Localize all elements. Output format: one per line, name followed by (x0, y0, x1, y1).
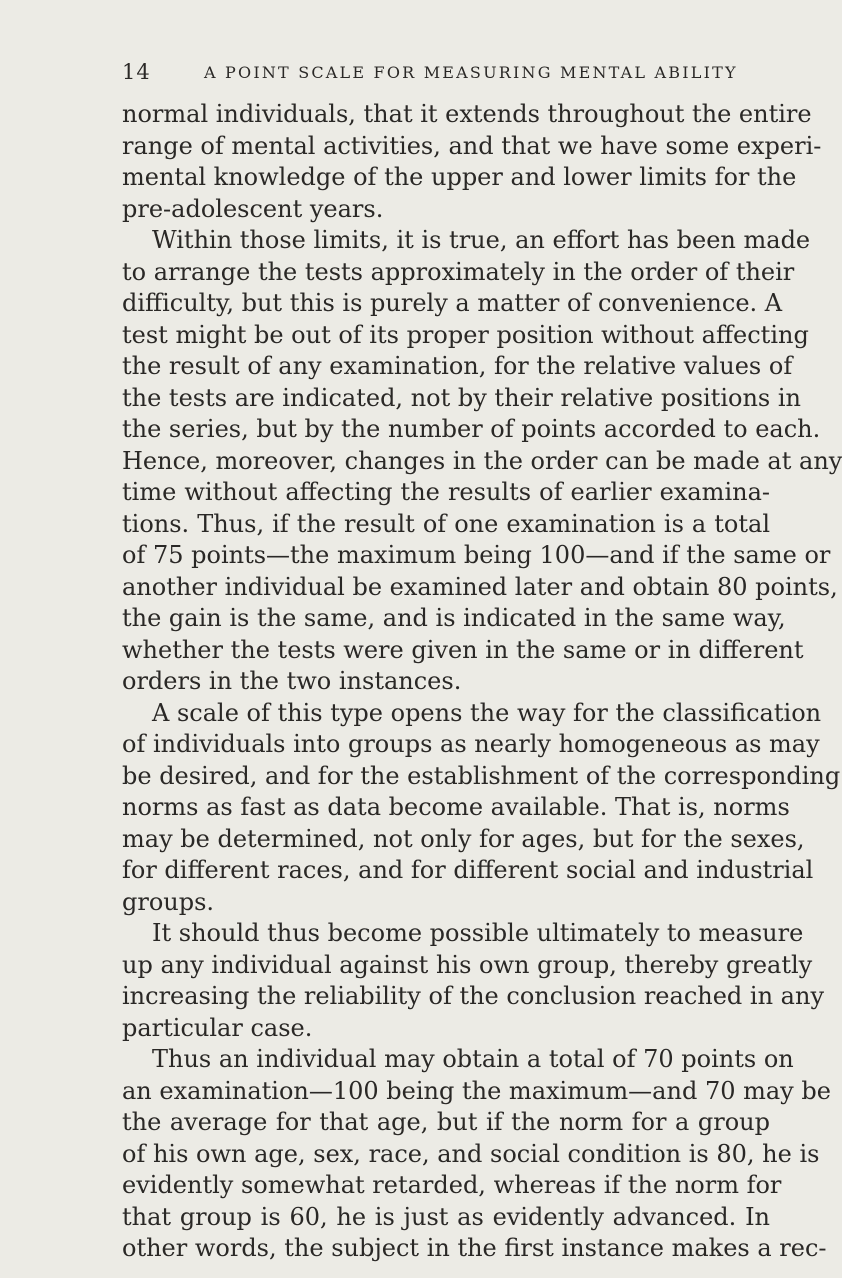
text-line: normal individuals, that it extends throughout the entire (122, 100, 812, 128)
text-line: of his own age, sex, race, and social condition is 80, he is (122, 1139, 820, 1168)
text-line: Hence, moreover, changes in the order can be made at any (122, 446, 842, 475)
text-line: may be determined, not only for ages, but for the sexes, (122, 824, 805, 853)
running-head: A POINT SCALE FOR MEASURING MENTAL ABILITY (204, 63, 738, 82)
text-line: evidently somewhat retarded, whereas if the norm for (122, 1171, 782, 1199)
text-line: the tests are indicated, not by their relative positions in (122, 383, 801, 412)
text-line: of individuals into groups as nearly homogeneous as may (122, 730, 820, 758)
text-line: the series, but by the number of points accorded to each. (122, 415, 821, 443)
text-line: the result of any examination, for the relative values of (122, 352, 793, 380)
text-line: test might be out of its proper position without affecting (122, 320, 809, 349)
text-line: the gain is the same, and is indicated in the same way, (122, 604, 786, 632)
text-line: pre-adolescent years. (122, 194, 384, 223)
text-line: whether the tests were given in the same or in different (122, 635, 804, 664)
paragraph-start-line: Within those limits, it is true, an effort has been made (152, 226, 811, 254)
text-line: time without affecting the results of earlier examina- (122, 478, 770, 506)
text-line: range of mental activities, and that we have some experi- (122, 131, 822, 160)
text-line: that group is 60, he is just as evidently advanced. In (122, 1202, 770, 1231)
text-line: to arrange the tests approximately in the order of their (122, 257, 795, 286)
text-line: particular case. (122, 1013, 313, 1042)
text-line: mental knowledge of the upper and lower limits for the (122, 163, 797, 191)
body-text (122, 99, 842, 1265)
text-line: for different races, and for different social and industrial (122, 856, 814, 884)
text-line: up any individual against his own group, thereby greatly (122, 950, 813, 979)
text-line: the average for that age, but if the norm for a group (122, 1108, 770, 1136)
text-line: other words, the subject in the first instance makes a rec- (122, 1234, 827, 1262)
paragraph-start-line: A scale of this type opens the way for the classification (152, 698, 822, 727)
text-line: difficulty, but this is purely a matter of convenience. A (122, 289, 783, 317)
text-line: increasing the reliability of the conclusion reached in any (122, 982, 824, 1010)
text-line: groups. (122, 887, 215, 916)
text-line: norms as fast as data become available. That is, norms (122, 793, 790, 821)
text-line: another individual be examined later and obtain 80 points, (122, 572, 838, 601)
page-header (122, 60, 762, 86)
text-line: an examination—100 being the maximum—and 70 may be (122, 1076, 831, 1105)
page-number: 14 (122, 60, 151, 84)
text-line: tions. Thus, if the result of one examination is a total (122, 509, 770, 538)
text-line: of 75 points—the maximum being 100—and if the same or (122, 541, 831, 569)
text-line: orders in the two instances. (122, 667, 462, 695)
paragraph-start-line: Thus an individual may obtain a total of 70 points on (152, 1045, 794, 1073)
paragraph-start-line: It should thus become possible ultimately to measure (152, 919, 804, 947)
text-line: be desired, and for the establishment of the corresponding (122, 761, 841, 790)
